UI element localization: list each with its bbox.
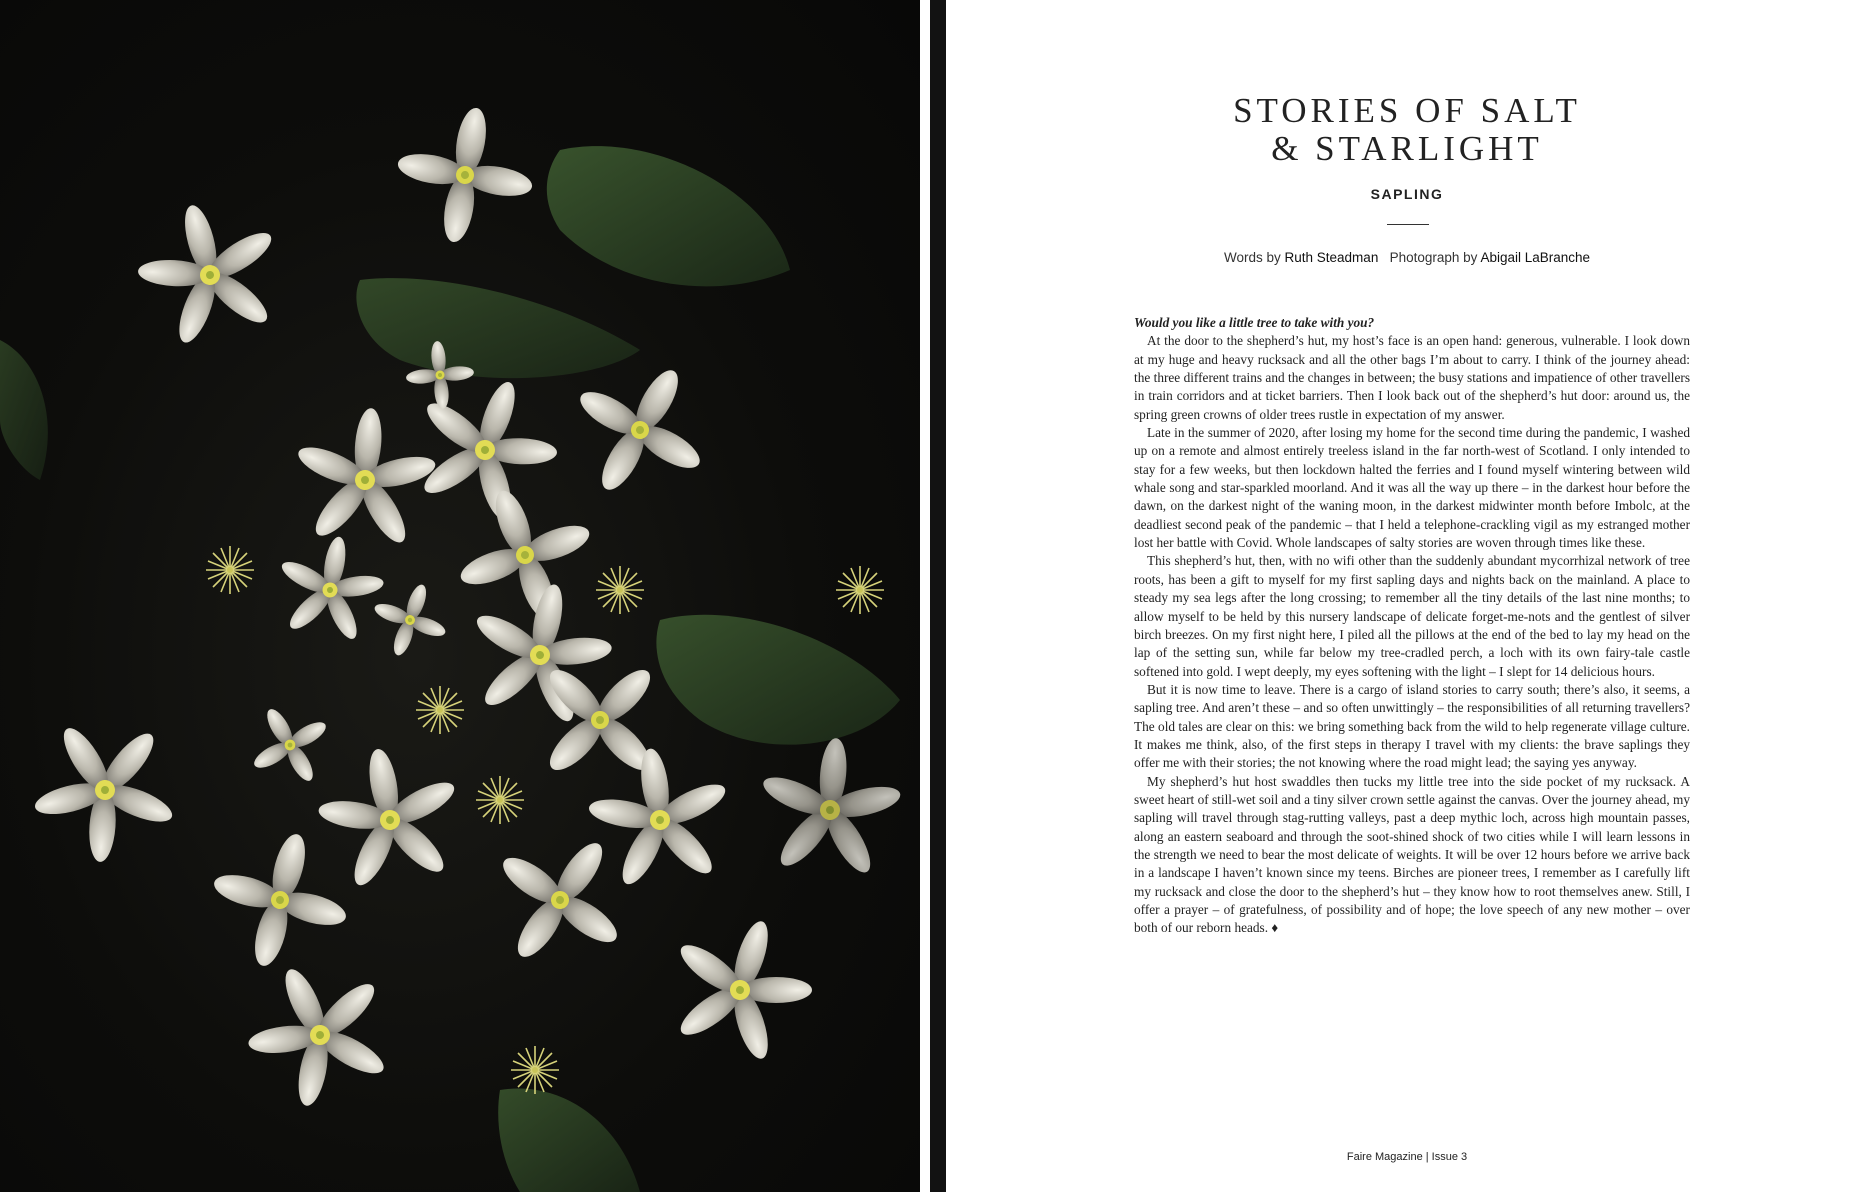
flower xyxy=(287,402,443,552)
photo-prefix: Photograph by xyxy=(1389,250,1478,265)
page-footer: Faire Magazine | Issue 3 xyxy=(1346,1151,1468,1163)
flower xyxy=(306,737,473,898)
words-prefix: Words by xyxy=(1223,250,1281,265)
paragraph: This shepherd’s hut, then, with no wifi other than the suddenly abundant mycorrhizal network of tree roots, has been a gift to myself for my first sapling days and nights back on the mainland. A place to steady my sea legs after the long crossing; to remember all the tiny details of the last nine months; to allow myself to be held by this nursery landscape of delicate forget-me-nots and the gentlest of silver birch breezes. On my first night here, I piled all the pillows at the end of the bed to lay my head on the lap of the setting sun, while far below my tree-cradled perch, a loch with its own fairy-tale castle softened into gold. I wept deeply, my eyes softening with the light – I slept for 14 delicious hours. xyxy=(1134,553,1690,679)
flower xyxy=(234,689,345,800)
flower xyxy=(121,187,297,358)
leaf-far-left xyxy=(0,340,48,480)
leaf-right xyxy=(656,615,900,745)
seed-head xyxy=(836,566,884,614)
article-body xyxy=(1134,314,1690,938)
seed-head xyxy=(511,1046,559,1094)
leaf-middle-left xyxy=(356,278,640,378)
gutter xyxy=(920,0,930,1192)
paragraph: Late in the summer of 2020, after losing my home for the second time during the pandemic, I washed up on a remote and almost entirely treeless island in the far north-west of Scotland. I only intended to stay for a few weeks, but then lockdown halted the ferries and I found myself wintering between wild whale song and star-sparkled moorland. And it was all the way up there – in the darkest hour before the dawn, on the darkest night of the waning moon, in the darkest midwinter month before Imbolc, at the deadliest second peak of the pandemic – that I held a telephone-crackling vigil as my estranged mother lost her battle with Covid. Whole landscapes of salty stories are woven through times like these. xyxy=(1134,425,1690,551)
flower-illustration xyxy=(0,0,920,1192)
flower xyxy=(465,805,654,994)
flower xyxy=(386,96,544,254)
paragraph: My shepherd’s hut host swaddles then tucks my little tree into the side pocket of my rucksack. A sweet heart of still-wet soil and a tiny silver crown settle against the canvas. Over the journey ahead, my sapling will travel through stag-rutting valleys, past a deep mythic loch, across high mountain passes, along an eastern seaboard and through the soot-shined shock of two cities while I will learn lessons in the strength we need to bear the most delicate of weights. It will be over 12 hours before we arrive back in a landscape I haven’t known since my teens. Birches are pioneer trees, I remember as I carefully lift my rucksack and close the door to the shepherd’s hut – they know how to root themselves anew. Still, I offer a prayer – of gratefulness, of possibility and of hope; the love speech of any new mother – over both of our reborn heads. ♦ xyxy=(1134,773,1690,936)
article-title xyxy=(946,92,1868,168)
flower xyxy=(224,939,414,1125)
lead-line: Would you like a little tree to take with you? xyxy=(1134,315,1375,330)
flower xyxy=(578,739,741,896)
paragraph: At the door to the shepherd’s hut, my host’s face is an open hand: generous, vulnerable. I look down at my huge and heavy rucksack and all the other bags I’m about to carry. I think of the journey ahead: the three different trains and the changes in between; the busy stations and impatience of other travellers in train corridors and at ticket barriers. Then I look back out of the shepherd’s hut door: around us, the spring green crowns of older trees rustle in expectation of my answer. xyxy=(1134,333,1690,422)
seed-head xyxy=(206,546,254,594)
seed-head xyxy=(596,566,644,614)
byline xyxy=(946,250,1868,265)
title-line-2: & STARLIGHT xyxy=(1271,129,1543,168)
flower xyxy=(438,468,612,642)
paragraph: But it is now time to leave. There is a cargo of island stories to carry south; there’s also, it seems, a sapling tree. And aren’t these – and so often unwittingly – the responsibilities of all returning travellers? The old tales are clear on this: we bring something back from the wild to help regenerate village culture. It makes me think, also, of the first steps in therapy I travel with my clients: the brave saplings they offer me with their stories; the not knowing where the road might lead; the saying yes anyway. xyxy=(1134,681,1690,771)
photographer-name: Abigail LaBranche xyxy=(1480,250,1591,265)
flower xyxy=(197,817,364,984)
leaf-bottom xyxy=(498,1088,640,1192)
seed-head xyxy=(416,686,464,734)
article-page xyxy=(946,0,1868,1192)
title-line-1: STORIES OF SALT xyxy=(1233,91,1581,130)
flower xyxy=(268,527,393,648)
flower xyxy=(752,732,908,882)
flower-photograph xyxy=(0,0,920,1192)
leaf-top-right xyxy=(547,146,790,286)
spine-shadow xyxy=(930,0,946,1192)
flower xyxy=(651,899,832,1075)
section-kicker: SAPLING xyxy=(1370,186,1444,202)
seed-head xyxy=(476,776,524,824)
divider-rule xyxy=(1387,224,1429,225)
flower xyxy=(394,358,577,537)
author-name: Ruth Steadman xyxy=(1284,250,1379,265)
flower xyxy=(7,688,207,887)
